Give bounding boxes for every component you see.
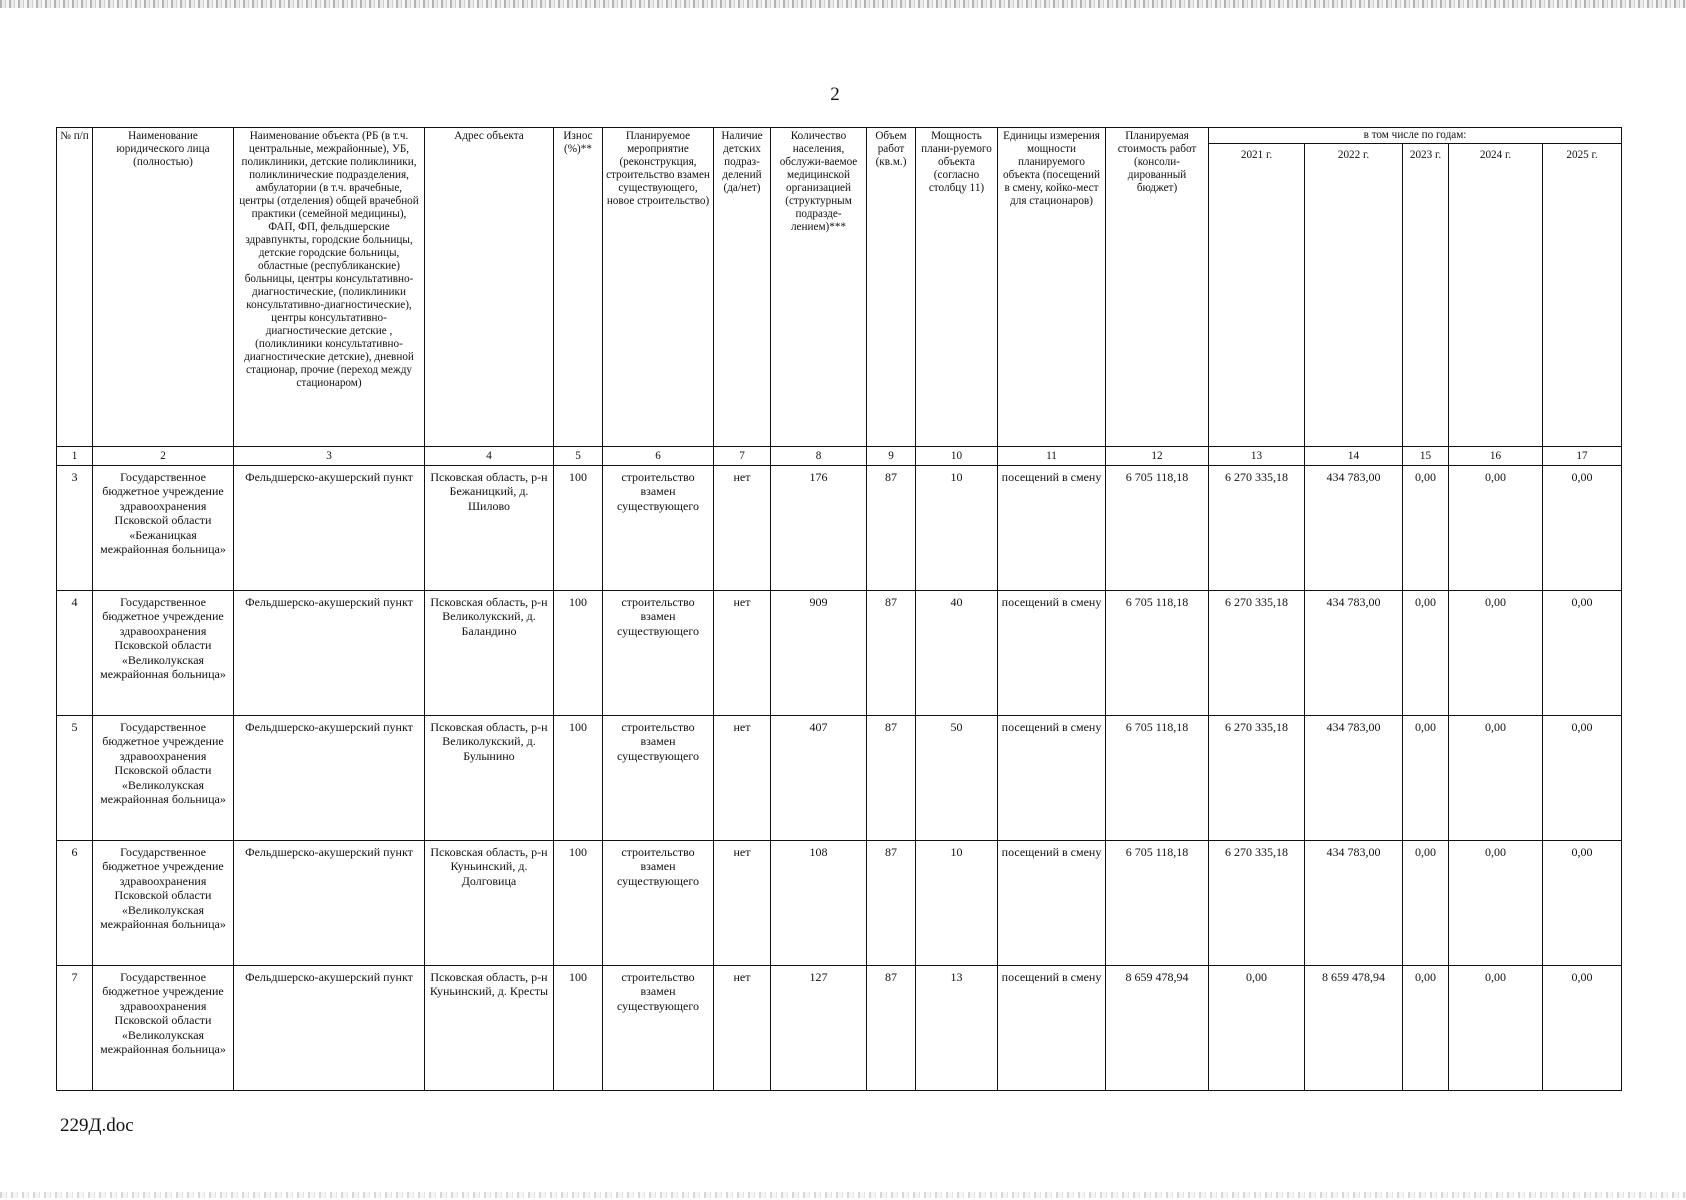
col-header-year-2025: 2025 г. [1543,143,1622,446]
cell-year-2023: 0,00 [1403,715,1449,840]
cell-year-2022: 434 783,00 [1305,715,1403,840]
cell-units: посещений в смену [998,840,1106,965]
cell-object-name: Фельдшерско-акушерский пункт [234,465,425,590]
table-row [57,715,1622,840]
cell-year-2024: 0,00 [1449,590,1543,715]
cell-address: Псковская область, р-н Великолукский, д. Баландино [425,590,554,715]
col-header-year-2021: 2021 г. [1209,143,1305,446]
cell-year-2021: 6 270 335,18 [1209,465,1305,590]
cell-year-2023: 0,00 [1403,590,1449,715]
col-header-population: Количество населения, обслужи-ваемое медицинской организацией (структурным подразде-лением)*** [771,128,867,447]
column-number: 1 [57,446,93,465]
cell-capacity: 50 [916,715,998,840]
column-number: 6 [603,446,714,465]
cell-year-2024: 0,00 [1449,715,1543,840]
column-number: 8 [771,446,867,465]
cell-address: Псковская область, р-н Великолукский, д. Булынино [425,715,554,840]
cell-year-2025: 0,00 [1543,965,1622,1090]
table-row [57,590,1622,715]
col-header-capacity: Мощность плани-руемого объекта (согласно столбцу 11) [916,128,998,447]
column-number: 14 [1305,446,1403,465]
cell-year-2021: 6 270 335,18 [1209,840,1305,965]
cell-population: 407 [771,715,867,840]
cell-capacity: 10 [916,465,998,590]
cell-children-units: нет [714,965,771,1090]
cell-cost: 6 705 118,18 [1106,715,1209,840]
cell-year-2023: 0,00 [1403,465,1449,590]
cell-cost: 6 705 118,18 [1106,840,1209,965]
column-number: 10 [916,446,998,465]
cell-address: Псковская область, р-н Куньинский, д. Долговица [425,840,554,965]
cell-units: посещений в смену [998,590,1106,715]
column-number: 17 [1543,446,1622,465]
cell-legal-entity: Государственное бюджетное учреждение здравоохранения Псковской области «Бежаницкая межрайонная больница» [93,465,234,590]
cell-num: 7 [57,965,93,1090]
objects-table [56,127,1622,1091]
col-header-cost: Планируемая стоимость работ (консоли-дированный бюджет) [1106,128,1209,447]
col-header-address: Адрес объекта [425,128,554,447]
col-header-year-2024: 2024 г. [1449,143,1543,446]
col-header-year-2023: 2023 г. [1403,143,1449,446]
cell-wear: 100 [554,465,603,590]
cell-year-2022: 434 783,00 [1305,465,1403,590]
cell-year-2024: 0,00 [1449,965,1543,1090]
column-number: 16 [1449,446,1543,465]
cell-units: посещений в смену [998,465,1106,590]
cell-cost: 6 705 118,18 [1106,465,1209,590]
cell-year-2025: 0,00 [1543,840,1622,965]
cell-num: 4 [57,590,93,715]
cell-wear: 100 [554,590,603,715]
cell-num: 5 [57,715,93,840]
col-header-children-units: Наличие детских подраз-делений (да/нет) [714,128,771,447]
col-header-planned-action: Планируемое мероприятие (реконструкция, строительство взамен существующего, новое строительство) [603,128,714,447]
header-row-1 [57,128,1622,144]
cell-year-2023: 0,00 [1403,840,1449,965]
cell-object-name: Фельдшерско-акушерский пункт [234,590,425,715]
cell-legal-entity: Государственное бюджетное учреждение здравоохранения Псковской области «Великолукская межрайонная больница» [93,965,234,1090]
col-header-year-2022: 2022 г. [1305,143,1403,446]
page-number: 2 [830,84,840,105]
cell-wear: 100 [554,965,603,1090]
col-header-num: № п/п [57,128,93,447]
cell-children-units: нет [714,715,771,840]
cell-capacity: 40 [916,590,998,715]
cell-num: 3 [57,465,93,590]
cell-year-2022: 434 783,00 [1305,590,1403,715]
cell-year-2025: 0,00 [1543,465,1622,590]
cell-population: 909 [771,590,867,715]
column-number: 12 [1106,446,1209,465]
table-row [57,965,1622,1090]
cell-year-2022: 8 659 478,94 [1305,965,1403,1090]
column-number: 11 [998,446,1106,465]
cell-planned-action: строительство взамен существующего [603,965,714,1090]
cell-planned-action: строительство взамен существующего [603,590,714,715]
column-number: 2 [93,446,234,465]
column-number: 15 [1403,446,1449,465]
cell-legal-entity: Государственное бюджетное учреждение здравоохранения Псковской области «Великолукская межрайонная больница» [93,715,234,840]
cell-units: посещений в смену [998,965,1106,1090]
cell-children-units: нет [714,465,771,590]
cell-year-2024: 0,00 [1449,465,1543,590]
cell-year-2024: 0,00 [1449,840,1543,965]
cell-population: 176 [771,465,867,590]
cell-year-2025: 0,00 [1543,590,1622,715]
col-header-by-years: в том числе по годам: [1209,128,1622,144]
cell-object-name: Фельдшерско-акушерский пункт [234,840,425,965]
column-number: 3 [234,446,425,465]
document-filename: 229Д.doc [60,1115,134,1136]
cell-num: 6 [57,840,93,965]
cell-year-2025: 0,00 [1543,715,1622,840]
cell-object-name: Фельдшерско-акушерский пункт [234,965,425,1090]
col-header-work-volume: Объем работ (кв.м.) [867,128,916,447]
cell-work-volume: 87 [867,965,916,1090]
cell-address: Псковская область, р-н Куньинский, д. Кресты [425,965,554,1090]
cell-children-units: нет [714,590,771,715]
cell-work-volume: 87 [867,590,916,715]
cell-year-2023: 0,00 [1403,965,1449,1090]
cell-capacity: 10 [916,840,998,965]
table-row [57,465,1622,590]
col-header-legal-entity: Наименование юридического лица (полностью) [93,128,234,447]
column-number: 13 [1209,446,1305,465]
cell-legal-entity: Государственное бюджетное учреждение здравоохранения Псковской области «Великолукская межрайонная больница» [93,840,234,965]
cell-year-2021: 6 270 335,18 [1209,590,1305,715]
cell-cost: 6 705 118,18 [1106,590,1209,715]
cell-cost: 8 659 478,94 [1106,965,1209,1090]
cell-work-volume: 87 [867,840,916,965]
cell-planned-action: строительство взамен существующего [603,465,714,590]
col-header-units: Единицы измерения мощности планируемого объекта (посещений в смену, койко-мест для стационаров) [998,128,1106,447]
cell-wear: 100 [554,715,603,840]
cell-capacity: 13 [916,965,998,1090]
column-number: 9 [867,446,916,465]
column-number: 7 [714,446,771,465]
cell-work-volume: 87 [867,465,916,590]
cell-work-volume: 87 [867,715,916,840]
cell-children-units: нет [714,840,771,965]
table-row [57,840,1622,965]
col-header-wear: Износ (%)** [554,128,603,447]
cell-year-2022: 434 783,00 [1305,840,1403,965]
cell-object-name: Фельдшерско-акушерский пункт [234,715,425,840]
cell-address: Псковская область, р-н Бежаницкий, д. Шилово [425,465,554,590]
scan-top-edge [0,0,1686,8]
cell-year-2021: 6 270 335,18 [1209,715,1305,840]
cell-wear: 100 [554,840,603,965]
cell-year-2021: 0,00 [1209,965,1305,1090]
cell-legal-entity: Государственное бюджетное учреждение здравоохранения Псковской области «Великолукская межрайонная больница» [93,590,234,715]
cell-planned-action: строительство взамен существующего [603,715,714,840]
column-number: 4 [425,446,554,465]
scan-bottom-edge [0,1192,1686,1198]
cell-planned-action: строительство взамен существующего [603,840,714,965]
column-number: 5 [554,446,603,465]
column-number-row [57,446,1622,465]
cell-population: 127 [771,965,867,1090]
cell-population: 108 [771,840,867,965]
cell-units: посещений в смену [998,715,1106,840]
col-header-object-name: Наименование объекта (РБ (в т.ч. центральные, межрайонные), УБ, поликлиники, детские поликлиники, поликлинические подразделения, амбулатории (в т.ч. врачебные, центры (отделения) общей врачебной практики (семейной медицины), ФАП, ФП, фельдшерские здравпункты, городские больницы, детские городские больницы, областные (республиканские) больницы, центры консультативно-диагностические, (поликлиники консультативно-диагностические), центры консультативно-диагностические детские , (поликлиники консультативно-диагностические детские), дневной стационар, прочие (переход между стационаром) [234,128,425,447]
